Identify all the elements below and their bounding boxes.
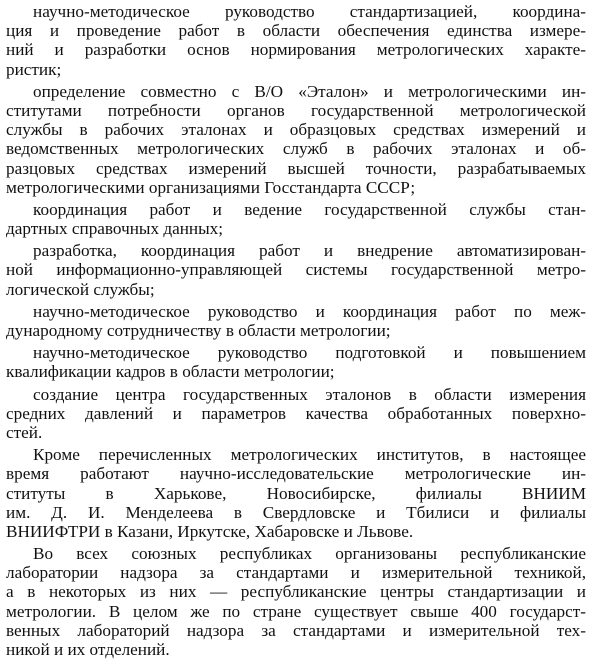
text-line: научно-методическое руководство и координация работ по меж- [33,301,586,321]
text-line: дународному сотрудничеству в области метрологии; [6,321,391,340]
paragraph-7 [6,385,586,443]
text-line: ститутами потребности органов государственной метрологической [6,100,586,120]
text-line: логической службы; [6,279,155,299]
text-line: дартных справочных данных; [6,219,224,239]
text-line: никой и их отделений. [6,640,170,659]
text-line: время работают научно-исследовательские метрологические ин- [6,464,586,484]
text-line: ний и разработки основ нормирования метрологических характе- [6,40,586,60]
text-line: венных лабораторий надзора за стандартами и измерительной тех- [6,620,586,640]
paragraph-8 [6,445,586,541]
text-line: научно-методическое руководство подготовкой и повышением [33,343,586,363]
text-line: ведомственных метрологических служб в рабочих эталонах и об- [6,139,586,159]
text-line: метрологическими организациями Госстандарта СССР; [6,177,416,197]
text-line: лаборатории надзора за стандартами и измерительной техникой, [6,563,586,583]
text-line: метрологии. В целом же по стране существует свыше 400 государст- [6,601,586,621]
paragraph-6 [6,343,586,381]
text-line: координация работ и ведение государственной службы стан- [33,199,586,219]
text-line: а в некоторых из них — республиканские центры стандартизации и [6,582,586,602]
text-line: создание центра государственных эталонов в области измерения [33,384,586,404]
paragraph-4 [6,241,586,299]
paragraph-1 [6,2,586,79]
text-line: ция и проведение работ в области обеспечения единства измере- [6,21,586,41]
text-line: ВНИИФТРИ в Казани, Иркутске, Хабаровске и Львове. [6,521,414,541]
text-line: Во всех союзных республиках организованы республиканские [33,544,586,564]
text-line: определение совместно с В/О «Эталон» и метрологическими ин- [33,81,586,101]
text-line: научно-методическое руководство стандартизацией, координа- [33,2,586,21]
text-line: им. Д. И. Менделеева в Свердловске и Тбилиси и филиалы [6,502,586,522]
text-line: разработка, координация работ и внедрение автоматизирован- [33,241,586,261]
text-line: ной информационно-управляющей системы государственной метро- [6,260,586,280]
paragraph-3 [6,200,586,238]
text-line: средних давлений и параметров качества обработанных поверхно- [6,403,586,423]
text-line: стей. [6,422,43,442]
paragraph-5 [6,302,586,340]
text-line: квалификации кадров в области метрологии; [6,362,335,382]
paragraph-2 [6,82,586,197]
paragraph-9 [6,544,586,659]
text-line: Кроме перечисленных метрологических институтов, в настоящее [33,445,586,465]
text-line: службы в рабочих эталонах и образцовых средствах измерений и [6,120,586,140]
text-line: разцовых средствах измерений высшей точности, разрабатываемых [6,158,586,178]
text-line: ституты в Харькове, Новосибирске, филиалы ВНИИМ [6,483,586,503]
text-line: ристик; [6,59,62,79]
document-page [6,2,586,659]
